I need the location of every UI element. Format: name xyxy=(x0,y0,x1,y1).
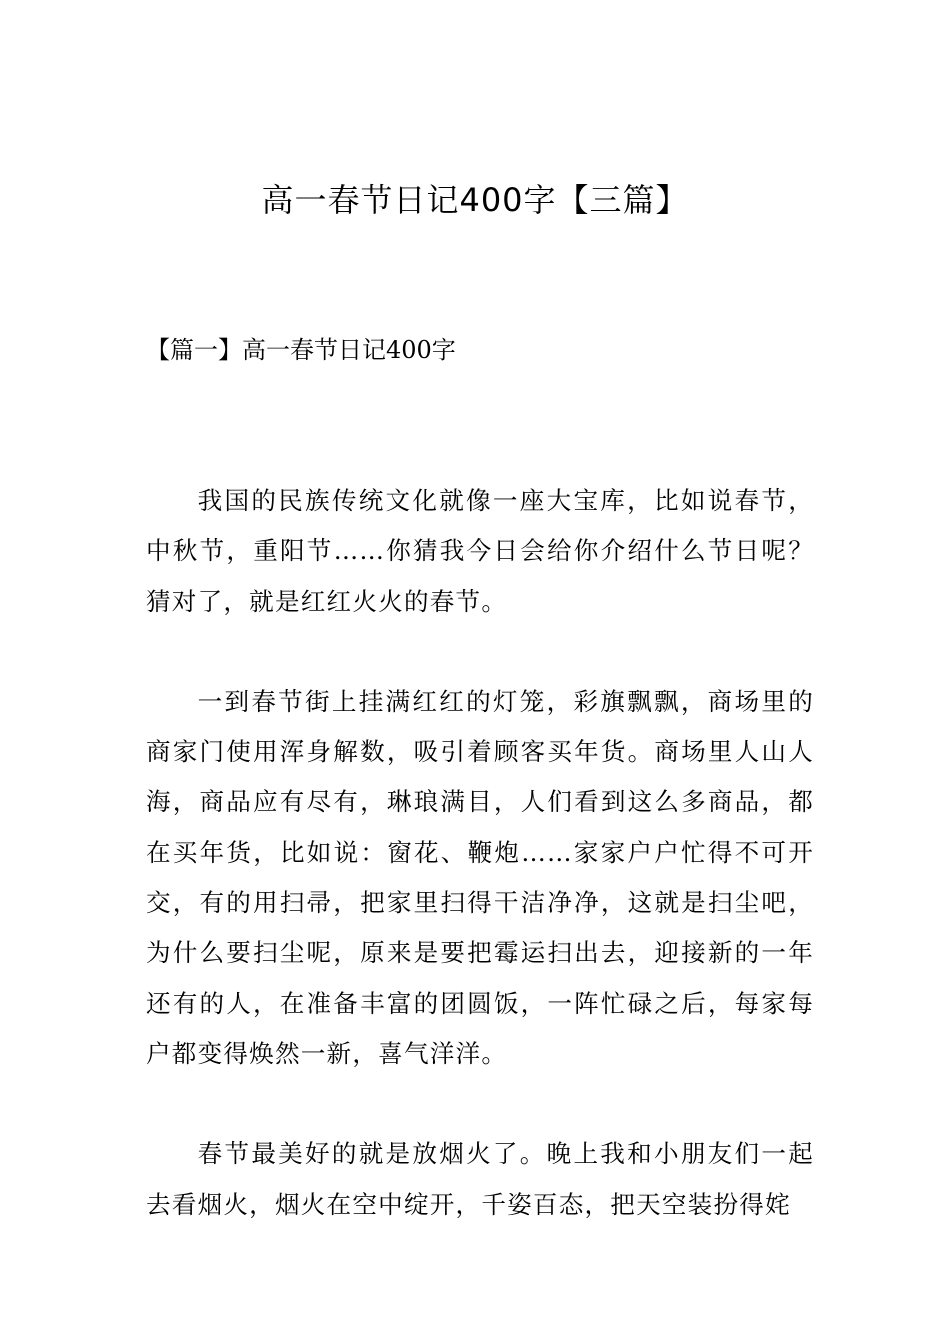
document-body xyxy=(146,476,814,1280)
document-title: 高一春节日记400字【三篇】 xyxy=(261,181,689,219)
paragraph-3: 春节最美好的就是放烟火了。晚上我和小朋友们一起去看烟火，烟火在空中绽开，千姿百态，把天空装扮得姹 xyxy=(146,1139,814,1219)
paragraph-1: 我国的民族传统文化就像一座大宝库，比如说春节，中秋节，重阳节……你猜我今日会给你介绍什么节日呢？猜对了，就是红红火火的春节。 xyxy=(146,486,814,616)
section-heading: 【篇一】高一春节日记400字 xyxy=(146,336,456,364)
paragraph-2: 一到春节街上挂满红红的灯笼，彩旗飘飘，商场里的商家门使用浑身解数，吸引着顾客买年货。商场里人山人海，商品应有尽有，琳琅满目，人们看到这么多商品，都在买年货，比如说：窗花、鞭炮……家家户户忙得不可开交，有的用扫帚，把家里扫得干洁净净，这就是扫尘吧，为什么要扫尘呢，原来是要把霉运扫出去，迎接新的一年还有的人，在准备丰富的团圆饭，一阵忙碌之后，每家每户都变得焕然一新，喜气洋洋。 xyxy=(146,686,814,1068)
